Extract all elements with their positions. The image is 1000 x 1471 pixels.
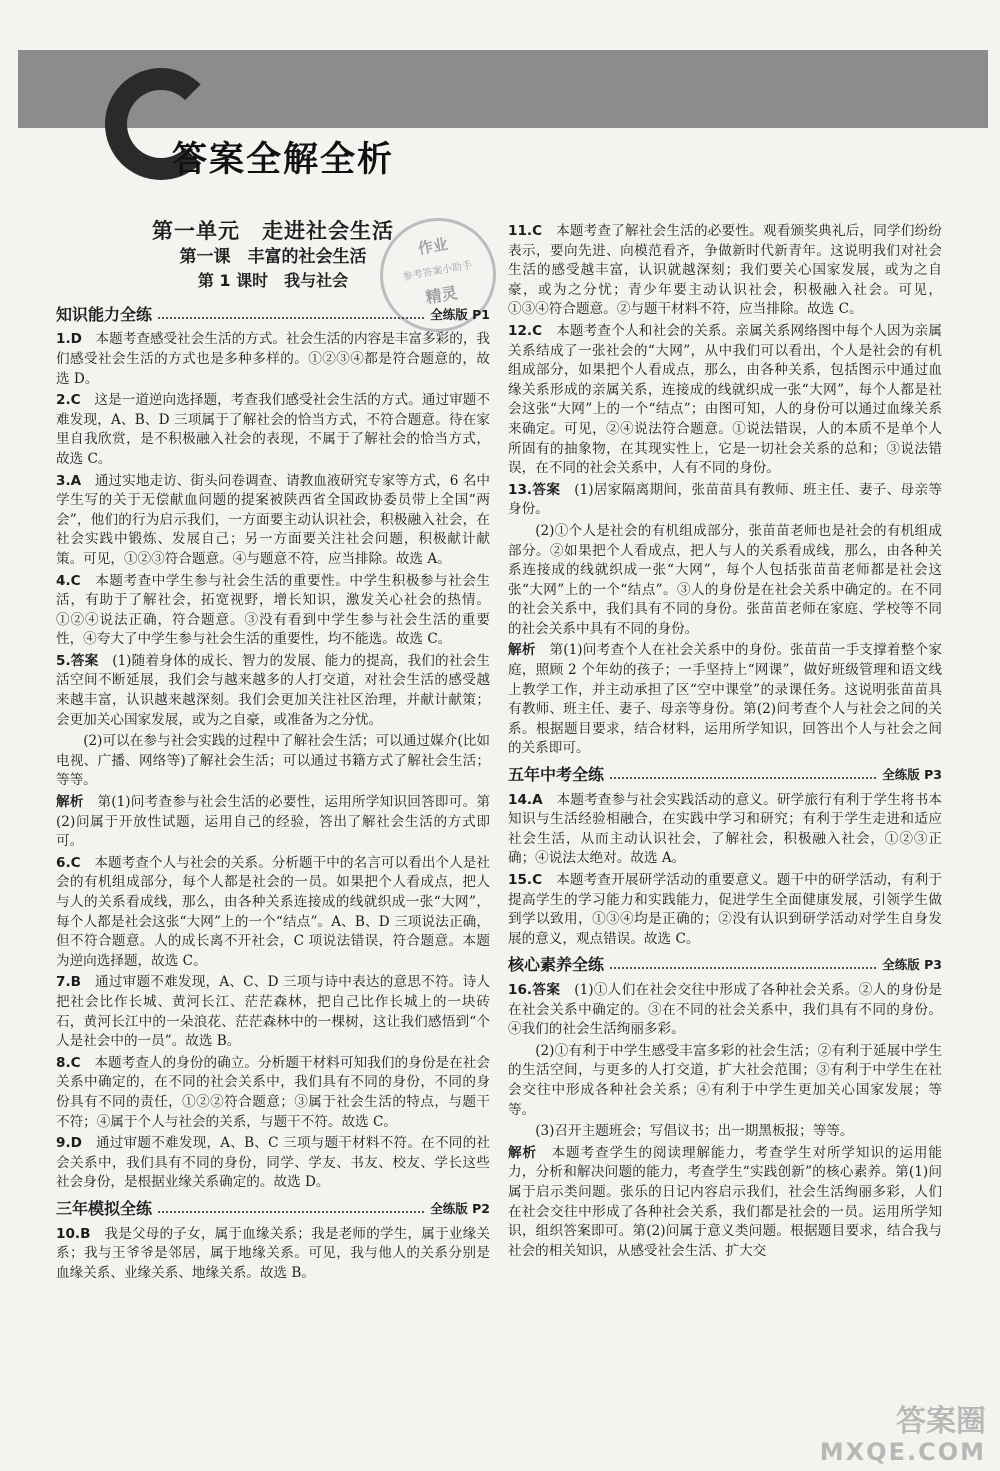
answer-text: 本题考查开展研学活动的重要意义。题干中的研学活动，有利于提高学生的学习能力和实践能力，促进学生全面健康发展，引领学生做到学以致用，①③④均是正确的；②没有认识到研学活动对学生自身发展的意义，观点错误。故选 C。	[508, 872, 943, 947]
site-watermark	[819, 1404, 986, 1467]
answer-item	[508, 981, 942, 1040]
answer-number: 13.答案	[508, 481, 561, 498]
section-ref: 全练版 P3	[882, 957, 942, 973]
answer-item	[56, 973, 490, 1051]
answer-number: 5.答案	[56, 652, 99, 669]
answer-text: 通过实地走访、街头问卷调查、请教血液研究专家等方式，6 名中学生写的关于无偿献血问题的提案被陕西省全国政协委员带上全国“两会”，他们的行为启示我们，一方面要主动认识社会，积极融入社会，在社会实践中锻炼、发展自己；另一方面要关注社会问题，积极献计献策。可见，①②③符合题意。④与题意不符，应当排除。故选 A。	[56, 472, 491, 567]
answer-text: 通过审题不难发现，A、C、D 三项与诗中表达的意思不符。诗人把社会比作长城、黄河长江、茫茫森林，把自己比作长城上的一块砖石，黄河长江中的一朵浪花、茫茫森林中的一棵树，这让我们感悟到“个人是社会中的一员”。故选 B。	[56, 974, 490, 1050]
analysis-tag: 解析	[508, 1144, 537, 1161]
section-name: 五年中考全练	[508, 765, 605, 785]
answer-subpart: (3)召开主题班会；写倡议书；出一期黑板报；等等。	[535, 1123, 854, 1140]
section-header	[56, 305, 490, 325]
answer-item	[56, 572, 490, 650]
unit-title: 第一单元 走进社会生活	[152, 219, 394, 243]
answer-number: 7.B	[56, 974, 81, 991]
answer-item	[508, 791, 942, 869]
section-header	[508, 955, 942, 975]
answer-text: 本题考查个人与社会的关系。分析题干中的名言可以看出个人是社会的有机组成部分，每个人都是社会的一员。如果把个人看成点，把人与人的关系看成线，那么，由各种关系连接成的线就织成一张“大网”，每个人都是社会这张“大网”上的一个“结点”。A、B、D 三项说法正确，但不符合题意。人的成长离不开社会，C 项说法错误，符合题意。本题为逆向选择题，故选 C。	[56, 854, 491, 969]
left-column	[56, 219, 491, 1285]
answer-number: 3.A	[56, 472, 82, 489]
section-name: 核心素养全练	[508, 955, 605, 975]
answer-text: 本题考查人的身份的确立。分析题干材料可知我们的身份是在社会关系中确定的，在不同的社会关系中，我们具有不同的身份，不同的身份具有不同的责任，①②②符合题意；③属于社会生活的特点，与题干不符；④属于个人与社会的关系，与题干不符。故选 C。	[56, 1054, 491, 1130]
section-header	[508, 765, 942, 785]
answer-number: 8.C	[56, 1054, 81, 1071]
answer-item	[56, 1134, 490, 1193]
answer-item	[56, 652, 490, 730]
answer-text: (1)①人们在社会交往中形成了各种社会关系。②人的身份是在社会关系中确定的。③在不同的社会关系中，我们具有不同的身份。④我们的社会生活绚丽多彩。	[508, 981, 942, 1038]
watermark-logo: 答案圈	[896, 1404, 986, 1439]
section-ref: 全练版 P2	[430, 1200, 490, 1216]
answer-number: 2.C	[56, 392, 81, 409]
answer-text: 我是父母的子女，属于血缘关系；我是老师的学生，属于业缘关系；我与王爷爷是邻居，属于地缘关系。可见，我与他人的关系分别是血缘关系、业缘关系、地缘关系。故选 B。	[56, 1225, 491, 1281]
right-column	[508, 222, 942, 1263]
analysis-tag: 解析	[56, 794, 84, 811]
answer-analysis	[508, 1144, 942, 1262]
ink-stamp: 作业 参考答案小助手 精灵	[371, 209, 505, 341]
section-divider	[610, 967, 876, 969]
answer-item	[56, 330, 490, 389]
analysis-text: 本题考查学生的阅读理解能力，考查学生对所学知识的运用能力，分析和解决问题的能力，考查学生“实践创新”的核心素养。第(1)问属于启示类问题。张乐的日记内容启示我们，社会生活绚丽多彩，人们在社会交往中形成了各种社会关系，我们都是社会的一员。运用所学知识，组织答案即可。第(2)问属于意义类问题。根据题目要求，结合我与社会的相关知识，从感受社会生活、扩大交	[508, 1144, 943, 1259]
answer-item	[508, 871, 942, 949]
analysis-tag: 解析	[508, 642, 536, 659]
answer-subpart: (2)可以在参与社会实践的过程中了解社会生活；可以通过媒介(比如电视、广播、网络等)了解社会生活；可以通过书籍方式了解社会生活；等等。	[56, 733, 490, 789]
answer-item	[56, 391, 490, 469]
answer-text: 本题考查了解社会生活的必要性。观看颁奖典礼后，同学们纷纷表示，要向先进、向模范看齐，争做新时代新青年。这说明我们对社会生活的感受越丰富，认识就越深刻；我们要关心国家发展，或为之自豪，或为之分忧；青少年要主动认识社会，积极融入社会。可见，①③④符合题意。②与题干材料不符，应当排除。故选 C。	[508, 223, 943, 318]
answer-text: 本题考查参与社会实践活动的意义。研学旅行有利于学生将书本知识与生活经验相融合，在实践中学习和研究；有利于学生走进和适应社会生活，从而主动认识社会，了解社会，积极融入社会，①②③正确；④说法太绝对。故选 A。	[508, 791, 943, 867]
answer-item	[56, 854, 490, 972]
section-divider	[158, 1211, 424, 1213]
page-title: 答案全解全析	[172, 140, 395, 180]
answer-text: 通过审题不难发现，A、B、C 三项与题干材料不符。在不同的社会关系中，我们具有不同的身份，同学、学友、书友、校友、学长这些社会身份，是根据业缘关系确定的。故选 D。	[56, 1135, 490, 1191]
answer-item	[508, 481, 942, 520]
answer-item	[56, 1054, 490, 1132]
answer-number: 9.D	[56, 1135, 82, 1152]
answer-text: 本题考查中学生参与社会生活的重要性。中学生积极参与社会生活，有助于了解社会，拓宽视野，增长知识，激发关心社会的热情。①②④说法正确，符合题意。③没有看到中学生参与社会生活的重要性，④夸大了中学生参与社会生活的重要性，均不能选。故选 C。	[56, 572, 490, 648]
answer-number: 15.C	[508, 872, 543, 888]
answer-item	[56, 1225, 490, 1284]
answer-subpart: (2)①个人是社会的有机组成部分，张苗苗老师也是社会的有机组成部分。②如果把个人看成点，把人与人的关系看成线，那么，由各种关系连接成的线就织成一张“大网”，每个人包括张苗苗老师都是社会这张“大网”上的一个“结点”。③人的身份是在社会关系中确定的。在不同的社会关系中，我们具有不同的身份。张苗苗老师在家庭、学校等不同的社会关系中具有不同的身份。	[508, 522, 942, 637]
answer-item	[508, 322, 942, 479]
answer-number: 10.B	[56, 1225, 91, 1242]
answer-text: 本题考查感受社会生活的方式。社会生活的内容是丰富多彩的，我们感受社会生活的方式也是多种多样的。①②③④都是符合题意的，故选 D。	[56, 331, 491, 387]
answer-number: 6.C	[56, 854, 81, 871]
section-name: 知识能力全练	[56, 304, 153, 324]
answer-text: 本题考查个人和社会的关系。亲属关系网络图中每个人因为亲属关系结成了一张社会的“大网”，从中我们可以看出，个人是社会的有机组成部分，如果把个人看成点，那么，由各种关系，包括图示中通过血缘关系形成的亲属关系，连接成的线就织成一张“大网”，每个人都是社会这张“大网”上的一个“结点”；由图可知，人的身份可以通过血缘关系来确定。可见，②④说法符合题意。①说法错误，人的本质不是单个人所固有的抽象物，在其现实性上，它是一切社会关系的总和；③说法错误，在不同的社会关系中，人有不同的身份。	[508, 322, 943, 477]
answer-number: 14.A	[508, 791, 543, 808]
lesson-title: 第一课 丰富的社会生活	[179, 246, 367, 267]
answer-item	[508, 222, 942, 320]
section-divider	[158, 317, 424, 319]
section-ref: 全练版 P1	[430, 306, 490, 322]
section-name: 三年模拟全练	[56, 1198, 153, 1218]
answer-analysis	[56, 793, 490, 852]
answer-subpart: (2)①有利于中学生感受丰富多彩的社会生活；②有利于延展中学生的生活空间，与更多的人打交道，扩大社会范围；③有利于中学生在社会交往中形成各种社会关系；④有利于中学生更加关心国家发展；等等。	[508, 1042, 942, 1118]
watermark-url: MXQE.COM	[819, 1438, 986, 1466]
answer-number: 4.C	[56, 572, 81, 589]
answer-number: 1.D	[56, 331, 82, 348]
period-title: 第 1 课时 我与社会	[197, 271, 349, 291]
analysis-text: 第(1)问考查参与社会生活的必要性，运用所学知识回答即可。第(2)问属于开放性试题，运用自己的经验，答出了解社会生活的方式即可。	[56, 794, 490, 850]
answer-analysis	[508, 641, 942, 759]
answer-number: 12.C	[508, 322, 543, 339]
answer-number: 16.答案	[508, 981, 561, 998]
answer-text: (1)随着身体的成长、智力的发展、能力的提高，我们的社会生活空间不断延展，我们会与越来越多的人打交道，对社会生活的感受越来越丰富，认识越来越深刻。我们会更加关注社区治理，并献计献策；会更加关心国家发展，或为之自豪，或准备为之分忧。	[56, 652, 490, 728]
answer-number: 11.C	[508, 223, 543, 239]
answer-item	[56, 472, 490, 570]
analysis-text: 第(1)问考查个人在社会关系中的身份。张苗苗一手支撑着整个家庭，照顾 2 个年幼的孩子；一手坚持上“网课”，做好班级管理和语文线上教学工作，并主动承担了区“空中课堂”的录课任务。这说明张苗苗具有教师、班主任、妻子、母亲等身份。第(2)问考查个人与社会之间的关系。根据题目要求，结合材料，运用所学知识，回答出个人与社会之间的关系即可。	[508, 642, 942, 757]
answer-text: (1)居家隔离期间，张苗苗具有教师、班主任、妻子、母亲等身份。	[508, 481, 942, 518]
answer-text: 这是一道逆向选择题，考查我们感受社会生活的方式。通过审题不难发现，A、B、D 三项属于了解社会的恰当方式，不符合题意。待在家里自我欣赏，是不积极融入社会的表现，不属于了解社会的恰当方式，故选 C。	[56, 392, 491, 467]
section-header	[56, 1199, 490, 1219]
section-divider	[610, 777, 876, 779]
section-ref: 全练版 P3	[882, 767, 942, 783]
